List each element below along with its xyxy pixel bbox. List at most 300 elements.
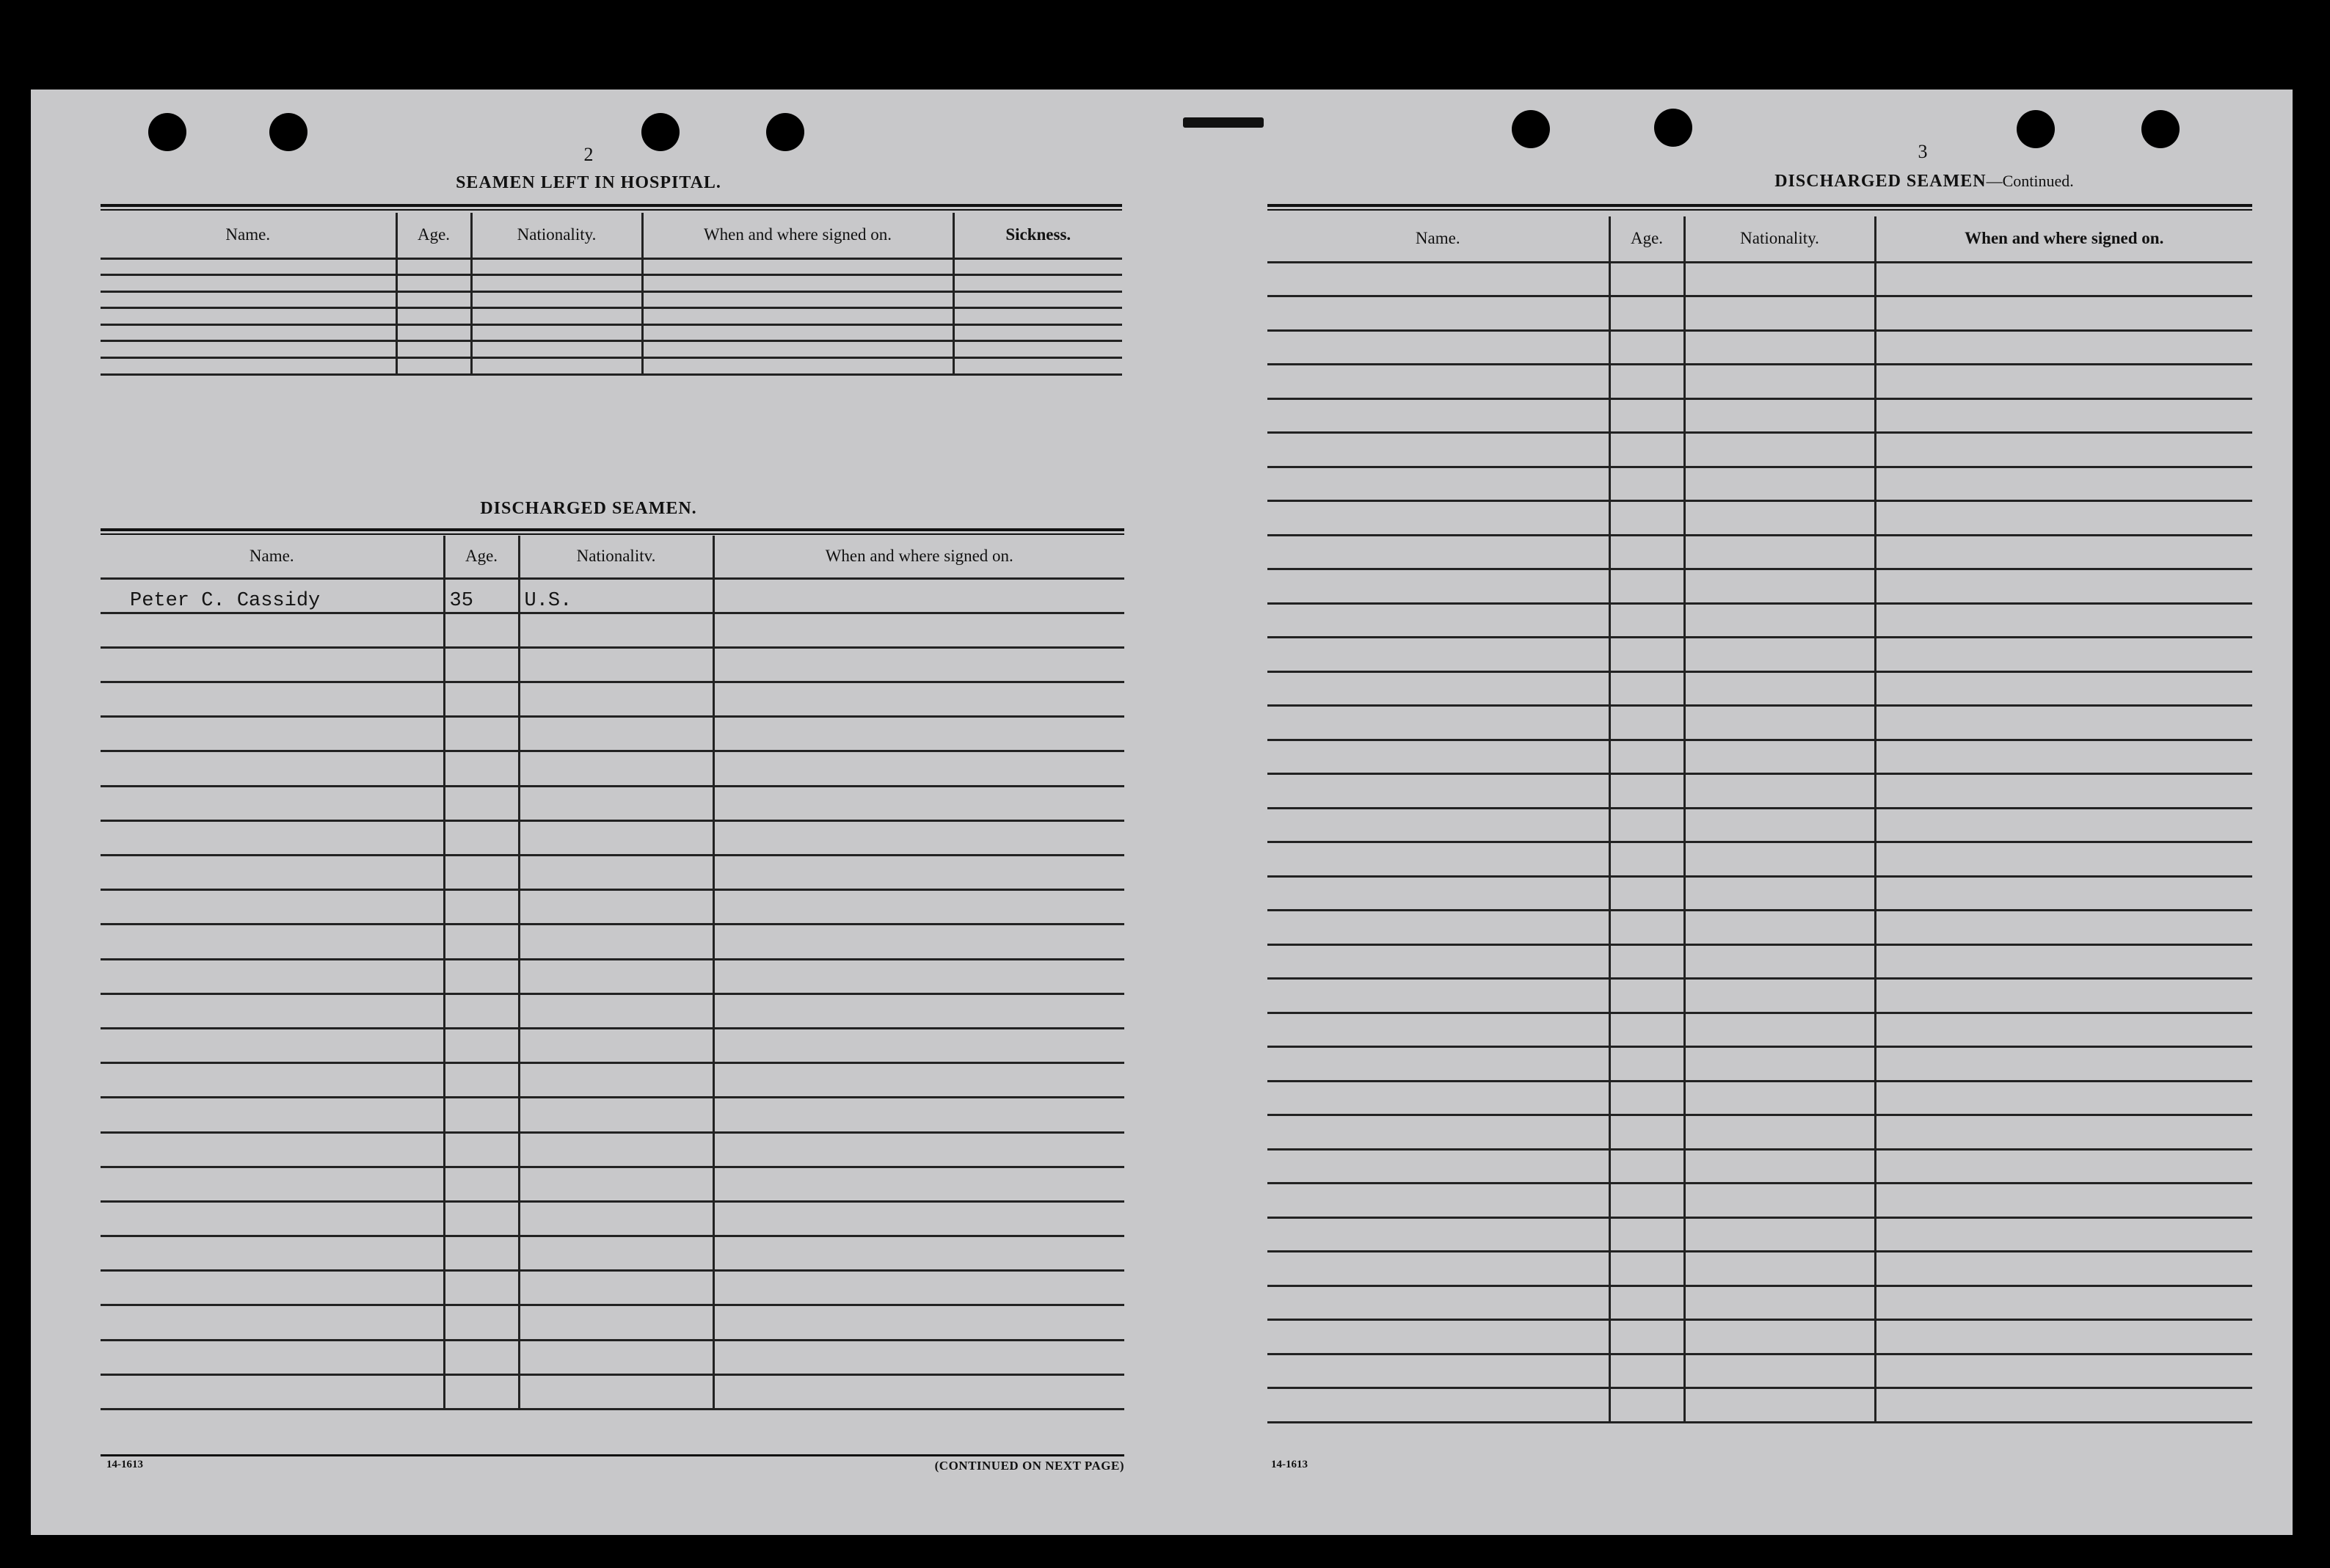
punch-hole — [2017, 110, 2055, 148]
hospital-table — [101, 213, 1122, 376]
table-cell — [101, 1098, 444, 1132]
table-cell — [1267, 1252, 1609, 1286]
table-cell — [101, 324, 396, 341]
bottom-rule — [101, 1454, 1124, 1456]
table-cell — [101, 1271, 444, 1305]
table-row — [1267, 979, 2252, 1013]
table-cell — [1267, 979, 1609, 1013]
table-cell — [642, 258, 953, 275]
table-cell — [444, 1167, 519, 1201]
table-cell — [1684, 535, 1875, 569]
table-row — [1267, 296, 2252, 331]
table-row — [1267, 467, 2252, 501]
column-header-age: Age. — [396, 213, 471, 258]
table-row — [101, 959, 1124, 993]
table-cell — [1267, 876, 1609, 911]
table-cell — [1875, 1115, 2252, 1150]
table-cell — [1267, 1388, 1609, 1423]
table-cell — [1684, 569, 1875, 604]
table-cell — [519, 1236, 713, 1271]
page-number: 3 — [1918, 141, 1928, 162]
table-cell — [1267, 330, 1609, 365]
table-cell — [713, 1271, 1124, 1305]
table-cell — [1684, 1149, 1875, 1184]
table-row — [1267, 535, 2252, 569]
table-cell — [1875, 740, 2252, 774]
table-cell — [1609, 774, 1684, 809]
table-row — [101, 751, 1124, 786]
table-cell — [444, 751, 519, 786]
table-cell: U.S. — [519, 578, 713, 613]
table-cell — [101, 1167, 444, 1201]
table-row — [101, 1063, 1124, 1098]
table-cell — [101, 1236, 444, 1271]
table-cell — [1875, 569, 2252, 604]
title-main: DISCHARGED SEAMEN — [1774, 172, 1987, 191]
table-cell — [519, 751, 713, 786]
right-page — [1161, 90, 2293, 1535]
table-cell — [1609, 808, 1684, 842]
table-cell — [713, 959, 1124, 993]
table-cell — [471, 258, 642, 275]
table-cell — [519, 1271, 713, 1305]
table-cell — [713, 1098, 1124, 1132]
table-row — [101, 358, 1122, 375]
table-cell — [1267, 740, 1609, 774]
table-cell — [1267, 1047, 1609, 1082]
table-cell — [1875, 774, 2252, 809]
table-cell — [444, 1236, 519, 1271]
table-cell — [396, 324, 471, 341]
table-cell — [1875, 944, 2252, 979]
column-header-name: Name. — [101, 213, 396, 258]
table-row — [1267, 706, 2252, 740]
table-cell — [444, 890, 519, 925]
table-cell — [1684, 398, 1875, 433]
column-header-nationality: Nationalitv. — [519, 536, 713, 578]
table-row — [1267, 876, 2252, 911]
table-cell — [444, 925, 519, 959]
table-row — [1267, 671, 2252, 706]
table-row — [101, 1167, 1124, 1201]
table-row — [101, 613, 1124, 647]
table-cell — [471, 324, 642, 341]
table-row — [101, 341, 1122, 358]
table-cell — [1267, 808, 1609, 842]
table-cell — [396, 308, 471, 325]
table-cell — [101, 647, 444, 682]
table-cell — [1609, 979, 1684, 1013]
table-cell — [1267, 501, 1609, 536]
table-cell — [519, 890, 713, 925]
table-cell — [1267, 1184, 1609, 1218]
table-cell — [1875, 262, 2252, 296]
table-cell — [101, 1374, 444, 1409]
table-cell — [1609, 1047, 1684, 1082]
table-cell — [1609, 262, 1684, 296]
table-cell — [519, 717, 713, 751]
table-cell — [101, 341, 396, 358]
table-cell — [1684, 1081, 1875, 1115]
table-cell — [1875, 1081, 2252, 1115]
title-suffix: —Continued. — [1986, 172, 2074, 190]
table-cell — [101, 1132, 444, 1167]
table-row — [101, 1305, 1124, 1340]
table-cell — [1875, 1388, 2252, 1423]
left-page — [31, 90, 1161, 1535]
table-cell — [101, 1063, 444, 1098]
table-cell — [471, 275, 642, 292]
table-cell — [1609, 842, 1684, 877]
table-cell — [713, 613, 1124, 647]
table-cell — [1267, 944, 1609, 979]
table-cell — [642, 275, 953, 292]
table-row — [1267, 1252, 2252, 1286]
table-cell — [642, 308, 953, 325]
table-cell — [1609, 1320, 1684, 1354]
column-header-signed-on: When and where signed on. — [642, 213, 953, 258]
table-cell — [1267, 706, 1609, 740]
table-cell — [444, 1098, 519, 1132]
table-cell — [713, 751, 1124, 786]
table-cell — [396, 341, 471, 358]
table-cell — [444, 1201, 519, 1236]
table-cell — [471, 341, 642, 358]
table-cell — [1609, 944, 1684, 979]
table-row — [1267, 944, 2252, 979]
table-cell — [444, 1305, 519, 1340]
table-cell — [1875, 1149, 2252, 1184]
table-cell — [444, 1132, 519, 1167]
table-cell — [101, 820, 444, 855]
table-cell — [101, 308, 396, 325]
table-row — [1267, 1286, 2252, 1320]
table-cell — [101, 1028, 444, 1062]
table-cell — [101, 959, 444, 993]
table-cell — [1609, 1388, 1684, 1423]
table-cell — [519, 613, 713, 647]
table-cell — [1684, 638, 1875, 672]
table-cell — [713, 647, 1124, 682]
table-cell — [519, 647, 713, 682]
table-row — [101, 890, 1124, 925]
table-cell — [101, 613, 444, 647]
table-row — [101, 275, 1122, 292]
table-cell — [1875, 535, 2252, 569]
table-row — [101, 1132, 1124, 1167]
table-cell — [519, 993, 713, 1028]
table-cell — [519, 820, 713, 855]
table-cell: Peter C. Cassidy — [101, 578, 444, 613]
table-cell — [713, 1132, 1124, 1167]
top-rule — [1267, 209, 2252, 211]
table-cell — [1875, 808, 2252, 842]
table-cell — [713, 1167, 1124, 1201]
table-cell — [444, 1271, 519, 1305]
table-cell — [1684, 467, 1875, 501]
table-cell — [1684, 1217, 1875, 1252]
table-cell — [1684, 740, 1875, 774]
table-cell — [1684, 944, 1875, 979]
table-cell — [1267, 1013, 1609, 1047]
top-rule — [101, 209, 1122, 211]
punch-hole — [269, 113, 307, 151]
table-cell — [1684, 979, 1875, 1013]
table-row — [1267, 1149, 2252, 1184]
table-cell — [444, 1340, 519, 1374]
table-cell — [1609, 911, 1684, 945]
table-cell — [1875, 603, 2252, 638]
table-cell — [1875, 1047, 2252, 1082]
table-cell — [396, 358, 471, 375]
table-cell — [1684, 1184, 1875, 1218]
table-cell — [1267, 671, 1609, 706]
table-cell — [1684, 876, 1875, 911]
table-cell — [713, 1374, 1124, 1409]
table-cell — [444, 613, 519, 647]
table-cell — [519, 1305, 713, 1340]
table-row — [1267, 1184, 2252, 1218]
table-row — [101, 1201, 1124, 1236]
table-row — [1267, 1081, 2252, 1115]
column-header-age: Age. — [1609, 216, 1684, 262]
table-cell — [1684, 501, 1875, 536]
table-cell — [1267, 638, 1609, 672]
table-row — [101, 993, 1124, 1028]
table-cell — [713, 993, 1124, 1028]
punch-hole — [148, 113, 186, 151]
table-cell — [713, 1063, 1124, 1098]
table-cell — [1684, 706, 1875, 740]
table-cell — [1267, 535, 1609, 569]
table-cell — [713, 856, 1124, 890]
table-cell — [101, 925, 444, 959]
table-cell — [1267, 842, 1609, 877]
table-cell — [101, 682, 444, 717]
table-cell — [1875, 1184, 2252, 1218]
table-cell — [1267, 1217, 1609, 1252]
table-cell — [1609, 671, 1684, 706]
table-cell — [1875, 876, 2252, 911]
punch-hole — [641, 113, 680, 151]
table-cell — [1875, 638, 2252, 672]
table-cell — [1875, 433, 2252, 467]
table-cell — [101, 358, 396, 375]
table-cell — [642, 291, 953, 308]
table-row — [1267, 569, 2252, 604]
table-cell — [101, 1305, 444, 1340]
table-cell — [713, 1201, 1124, 1236]
table-cell — [1267, 603, 1609, 638]
table-cell — [1684, 1013, 1875, 1047]
table-row — [101, 1340, 1124, 1374]
table-cell — [1684, 911, 1875, 945]
table-cell — [713, 786, 1124, 820]
table-row — [101, 291, 1122, 308]
table-cell — [444, 959, 519, 993]
table-row — [101, 1236, 1124, 1271]
page-number: 2 — [583, 144, 594, 165]
table-cell — [1684, 365, 1875, 399]
table-cell — [1684, 262, 1875, 296]
table-cell — [713, 820, 1124, 855]
table-cell — [444, 820, 519, 855]
table-cell — [101, 291, 396, 308]
table-row — [101, 682, 1124, 717]
section-rule — [101, 528, 1124, 531]
table-row — [101, 324, 1122, 341]
table-row — [1267, 911, 2252, 945]
continued-section-title — [1587, 172, 2262, 192]
table-row — [1267, 262, 2252, 296]
column-header-name: Name. — [1267, 216, 1609, 262]
table-row — [101, 1271, 1124, 1305]
section-rule — [101, 533, 1124, 535]
table-cell — [519, 1098, 713, 1132]
table-cell — [953, 308, 1122, 325]
table-cell — [642, 341, 953, 358]
table-cell — [444, 717, 519, 751]
table-cell — [101, 1340, 444, 1374]
table-cell — [1875, 1286, 2252, 1320]
table-cell — [519, 959, 713, 993]
table-cell — [1875, 911, 2252, 945]
table-cell — [1684, 808, 1875, 842]
discharged-table — [101, 536, 1124, 1410]
table-cell — [1609, 296, 1684, 331]
table-row — [1267, 1354, 2252, 1388]
table-cell — [1875, 296, 2252, 331]
table-cell — [1684, 1115, 1875, 1150]
table-cell — [1609, 1115, 1684, 1150]
table-cell — [1609, 706, 1684, 740]
table-cell — [713, 890, 1124, 925]
continued-note: (CONTINUED ON NEXT PAGE) — [934, 1459, 1124, 1473]
table-cell — [1267, 1320, 1609, 1354]
table-cell — [1684, 1252, 1875, 1286]
table-row — [1267, 740, 2252, 774]
table-cell — [1684, 603, 1875, 638]
table-cell — [101, 856, 444, 890]
table-cell — [519, 1340, 713, 1374]
continued-table — [1267, 216, 2252, 1423]
table-row — [1267, 1388, 2252, 1423]
table-row — [1267, 1217, 2252, 1252]
table-cell — [1609, 1286, 1684, 1320]
table-row — [1267, 774, 2252, 809]
table-cell — [1875, 1252, 2252, 1286]
table-cell — [101, 786, 444, 820]
table-cell — [396, 258, 471, 275]
table-row — [1267, 433, 2252, 467]
column-header-signed-on: When and where signed on. — [1875, 216, 2252, 262]
table-cell — [101, 258, 396, 275]
column-header-nationality: Nationality. — [1684, 216, 1875, 262]
table-cell — [1609, 433, 1684, 467]
punch-hole — [1512, 110, 1550, 148]
table-cell — [1684, 842, 1875, 877]
table-cell — [1684, 1286, 1875, 1320]
table-cell — [444, 1374, 519, 1409]
top-rule — [1267, 204, 2252, 207]
table-cell — [1609, 1217, 1684, 1252]
table-cell — [1684, 671, 1875, 706]
table-cell — [519, 682, 713, 717]
table-cell — [1609, 569, 1684, 604]
table-cell — [1684, 330, 1875, 365]
table-cell — [1875, 501, 2252, 536]
table-cell — [1609, 1252, 1684, 1286]
table-cell — [1875, 979, 2252, 1013]
table-cell — [519, 1374, 713, 1409]
table-row — [1267, 1013, 2252, 1047]
table-row — [101, 308, 1122, 325]
table-cell — [1875, 365, 2252, 399]
table-row — [101, 820, 1124, 855]
table-row — [101, 786, 1124, 820]
table-row — [1267, 808, 2252, 842]
table-cell — [953, 275, 1122, 292]
table-cell — [713, 1340, 1124, 1374]
table-cell — [444, 786, 519, 820]
table-row — [1267, 842, 2252, 877]
table-cell — [1609, 740, 1684, 774]
table-row — [101, 258, 1122, 275]
table-cell — [1267, 774, 1609, 809]
table-row — [1267, 501, 2252, 536]
table-cell — [1875, 467, 2252, 501]
table-cell — [1609, 876, 1684, 911]
table-cell — [396, 291, 471, 308]
table-cell — [1609, 1013, 1684, 1047]
table-cell — [1609, 638, 1684, 672]
scanned-sheet — [31, 90, 2293, 1535]
table-cell — [953, 358, 1122, 375]
table-cell — [519, 1167, 713, 1201]
table-cell — [1267, 365, 1609, 399]
table-cell — [1609, 467, 1684, 501]
table-cell — [101, 751, 444, 786]
table-cell — [1267, 1149, 1609, 1184]
table-cell — [953, 258, 1122, 275]
table-cell — [1609, 1354, 1684, 1388]
table-cell — [1267, 1115, 1609, 1150]
table-cell — [101, 993, 444, 1028]
table-cell — [1609, 365, 1684, 399]
table-row — [101, 856, 1124, 890]
table-row — [1267, 638, 2252, 672]
table-row — [1267, 330, 2252, 365]
table-cell: 35 — [444, 578, 519, 613]
table-row — [1267, 398, 2252, 433]
table-cell — [1684, 296, 1875, 331]
table-cell — [1609, 398, 1684, 433]
discharged-section-title: DISCHARGED SEAMEN. — [480, 499, 697, 518]
table-cell — [642, 324, 953, 341]
table-row — [101, 578, 1124, 613]
table-cell — [1875, 330, 2252, 365]
table-cell — [471, 291, 642, 308]
table-row — [1267, 365, 2252, 399]
table-cell — [1609, 603, 1684, 638]
table-row — [1267, 1115, 2252, 1150]
table-cell — [1267, 296, 1609, 331]
table-cell — [444, 856, 519, 890]
table-cell — [396, 275, 471, 292]
table-cell — [1684, 1388, 1875, 1423]
table-cell — [1609, 330, 1684, 365]
table-cell — [101, 1201, 444, 1236]
